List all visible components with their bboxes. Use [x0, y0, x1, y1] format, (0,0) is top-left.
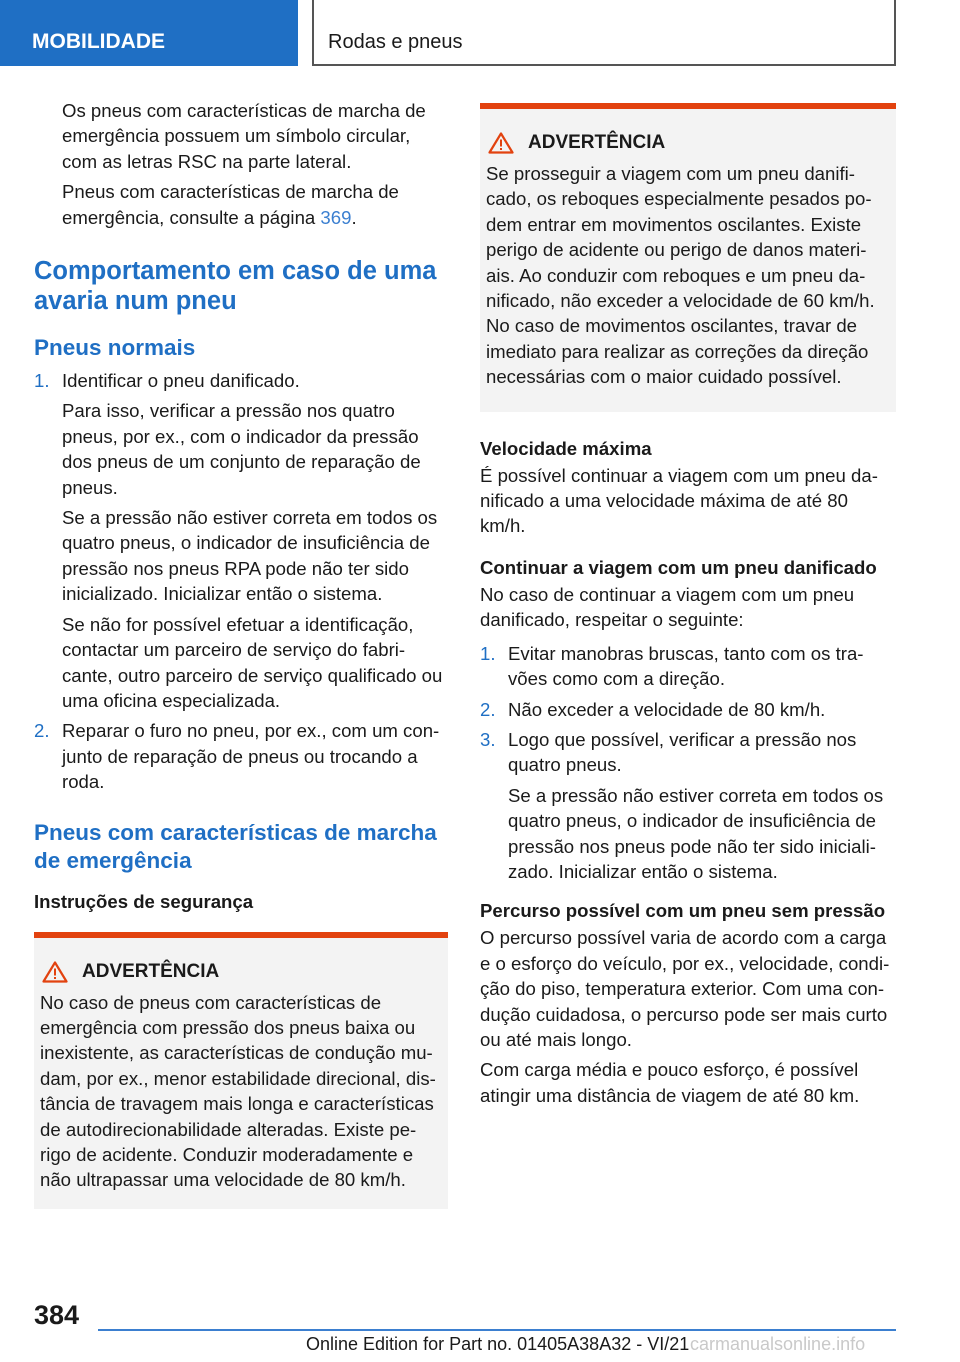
- list-paragraph: Reparar o furo no pneu, por ex., com um con-junto de reparação de pneus ou trocando a roda.: [62, 720, 440, 793]
- list-paragraph: Se a pressão não estiver correta em todos os quatro pneus, o indicador de insuficiência de pressão nos pneus RPA pode não ter sido inicializado. Inicializar então o sistema.: [62, 507, 438, 605]
- list-paragraph: Se não for possível efetuar a identificação, contactar um parceiro de serviço do fabri-cante, outro parceiro de serviço qualificado ou uma oficina especializada.: [62, 613, 443, 711]
- warning-triangle-icon: [488, 132, 514, 154]
- page-reference-link[interactable]: 369: [320, 206, 352, 228]
- list-item: [480, 727, 896, 884]
- warning-text: Se prosseguir a viagem com um pneu danifi-cado, os reboques especialmente pesados po-dem entrar em movimentos oscilantes. Existe perigo de acidente ou perigo de danos materi-ais. Ao conduzir com reboques e um pneu da-nificado, não exceder a velocidade de 60 km/h. No caso de movimentos oscilantes, travar de imediato para realizar as correções da direção necessárias com o maior cuidado possível.: [486, 163, 875, 388]
- warning-title-text: ADVERTÊNCIA: [528, 132, 666, 153]
- list-paragraph: Para isso, verificar a pressão nos quatro pneus, por ex., com o indicador da pressão dos pneus de um conjunto de reparação de pneus.: [62, 400, 421, 498]
- header-section-tab: MOBILIDADE: [0, 0, 298, 66]
- footer-edition: Online Edition for Part no. 01405A38A32 - VI/21: [306, 1334, 690, 1354]
- warning-box: [34, 932, 448, 1209]
- section-heading-tire-damage: Comportamento em caso de uma avaria num pneu: [34, 257, 437, 316]
- warning-title: [40, 960, 440, 984]
- page-number: 384: [34, 1300, 80, 1330]
- warning-box: [480, 103, 896, 412]
- subheading-normal-tires: Pneus normais: [34, 335, 196, 361]
- list-paragraph: Não exceder a velocidade de 80 km/h.: [508, 698, 826, 720]
- range-paragraph-2: Com carga média e pouco esforço, é possível atingir uma distância de viagem de até 80 km.: [480, 1059, 860, 1106]
- list-number: 3.: [480, 728, 496, 750]
- warning-triangle-icon: [42, 961, 68, 983]
- warning-title: [486, 131, 888, 155]
- warning-title-text: ADVERTÊNCIA: [82, 960, 220, 982]
- list-paragraph: Se a pressão não estiver correta em todos os quatro pneus, o indicador de insuficiência de pressão nos pneus pode não ter sido iniciali-zado. Inicializar então o sistema.: [508, 784, 884, 882]
- right-column: [480, 103, 896, 1113]
- list-paragraph: Identificar o pneu danificado.: [62, 370, 300, 392]
- list-number: 1.: [34, 370, 50, 392]
- intro-paragraph-1: Os pneus com características de marcha de emergência possuem um símbolo circular, com as letras RSC na parte lateral.: [62, 100, 426, 172]
- intro-paragraph-2-end: .: [351, 206, 357, 228]
- warning-text: No caso de pneus com características de emergência com pressão dos pneus baixa ou inexistente, as características de condução mu-dam, por ex., menor estabilidade direcional, dis-tância de travagem mais longa e características de autodirecionabilidade alteradas. Existe pe-rigo de acidente. Conduzir moderadamente e não ultrapassar uma velocidade de 80 km/h.: [40, 991, 436, 1191]
- range-paragraph-1: O percurso possível varia de acordo com a carga e o esforço do veículo, por ex., velocidade, condi-ção do piso, temperatura exterior. Com uma con-dução cuidadosa, o percurso pode ser mais curto ou até mais longo.: [480, 927, 890, 1050]
- list-paragraph: Evitar manobras bruscas, tanto com os tra-vões como com a direção.: [508, 642, 864, 690]
- subheading-safety-instructions: Instruções de segurança: [34, 890, 254, 912]
- list-number: 2.: [480, 698, 496, 720]
- subheading-continue-driving: Continuar a viagem com um pneu danificado: [480, 556, 877, 578]
- list-item: [34, 718, 448, 794]
- list-item: [480, 641, 896, 692]
- footer-watermark: carmanualsonline.info: [690, 1334, 866, 1354]
- list-number: 1.: [480, 642, 496, 664]
- list-item: [480, 697, 896, 722]
- intro-paragraph-2: [34, 179, 448, 230]
- header-chapter-title: Rodas e pneus: [312, 0, 896, 66]
- list-item: [34, 368, 448, 713]
- left-column: [34, 98, 448, 1209]
- intro-paragraph-2-text: Pneus com características de marcha de emergência, consulte a página: [62, 181, 399, 228]
- list-number: 2.: [34, 720, 50, 742]
- subheading-flat-tire-range: Percurso possível com um pneu sem pressão: [480, 900, 886, 922]
- list-paragraph: Logo que possível, verificar a pressão nos quatro pneus.: [508, 728, 857, 776]
- subheading-runflat-tires: Pneus com características de marcha de emergência: [34, 819, 437, 873]
- continue-driving-text: No caso de continuar a viagem com um pneu danificado, respeitar o seguinte:: [480, 583, 855, 631]
- subheading-max-speed: Velocidade máxima: [480, 437, 652, 459]
- max-speed-text: É possível continuar a viagem com um pneu da-nificado a uma velocidade máxima de até 80 km/h.: [480, 464, 878, 537]
- footer-divider: [98, 1329, 896, 1331]
